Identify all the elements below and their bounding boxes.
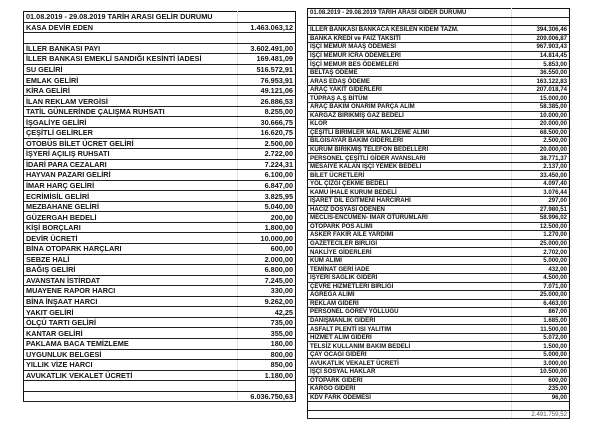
- income-row-value: 2.500,00: [238, 138, 296, 149]
- expense-row-value: 11.500,00: [512, 325, 570, 334]
- expense-total-value: 2.491.759,52: [512, 410, 570, 419]
- expense-row-label: OTOPARK POS ALIMI: [308, 222, 512, 231]
- expense-row-value: 600,00: [512, 376, 570, 385]
- expense-row-value: 38.771,37: [512, 154, 570, 163]
- income-row-value: 516.572,91: [238, 64, 296, 75]
- expense-row: [308, 128, 570, 137]
- expense-row-value: 2.702,00: [512, 248, 570, 257]
- expense-row-value: 6.463,00: [512, 299, 570, 308]
- expense-row-label: ASFALT PLENTİ ISI YALITIM: [308, 325, 512, 334]
- income-row-label: BAĞIŞ GELİRİ: [24, 265, 238, 276]
- expense-row-label: İŞÇİ MEMUR MAAŞ ÖDEMESİ: [308, 43, 512, 52]
- income-total-label-cell: [24, 391, 238, 402]
- income-row: [24, 191, 296, 202]
- expense-row-label: TELSİZ KULLANIM BAKIM BEDELİ: [308, 342, 512, 351]
- expense-row: [308, 248, 570, 257]
- expense-row: [308, 376, 570, 385]
- income-row: [24, 128, 296, 139]
- expense-row-value: 25.000,00: [512, 291, 570, 300]
- income-row-label: İŞGALİYE GELİRİ: [24, 117, 238, 128]
- expense-row-label: ARAS EDAŞ ÖDEME: [308, 77, 512, 86]
- expense-title: 01.08.2019 - 29.08.2019 TARİH ARASI GİDER DURUMU: [308, 9, 512, 18]
- income-row-label: KİŞİ BORÇLARI: [24, 222, 238, 233]
- expense-row: [308, 197, 570, 206]
- expense-row-label: GAZETECİLER BİRLİĞİ: [308, 239, 512, 248]
- income-row: [24, 233, 296, 244]
- expense-row-value: 867,00: [512, 308, 570, 317]
- income-row: [24, 349, 296, 360]
- expense-row-label: NAKLİYE GİDERLERİ: [308, 248, 512, 257]
- income-row: [24, 212, 296, 223]
- expense-row-value: 20.000,00: [512, 120, 570, 129]
- income-row-label: DEVİR ÜCRETİ: [24, 233, 238, 244]
- income-row-label: MEZBAHANE GELİRİ: [24, 201, 238, 212]
- expense-row: [308, 402, 570, 411]
- income-row: [24, 75, 296, 86]
- expense-row-value: 3.076,44: [512, 188, 570, 197]
- expense-table: [307, 8, 570, 419]
- expense-row-value: 209.006,87: [512, 34, 570, 43]
- income-row: [24, 149, 296, 160]
- expense-row-value: 5.853,00: [512, 60, 570, 69]
- income-row: [24, 85, 296, 96]
- income-table-body: [24, 12, 296, 23]
- expense-row-label: ARAÇ YAKIT GİDERLERİ: [308, 85, 512, 94]
- expense-row-label: BELTAŞ ÖDEME: [308, 68, 512, 77]
- expense-row-label: KARGO GİDERİ: [308, 385, 512, 394]
- expense-row: [308, 393, 570, 402]
- expense-row-value: 5.000,00: [512, 350, 570, 359]
- expense-row: [308, 350, 570, 359]
- expense-row: [308, 205, 570, 214]
- expense-row-value: 5.000,00: [512, 256, 570, 265]
- income-row: [24, 54, 296, 65]
- income-row-label: EMLAK GELİRİ: [24, 75, 238, 86]
- expense-row-label: TÜPRAŞ A.Ş BİTÜM: [308, 94, 512, 103]
- income-row: [24, 22, 296, 33]
- expense-row-value: 297,00: [512, 197, 570, 206]
- income-row: [24, 286, 296, 297]
- expense-row-label: BİLET ÜCRETLERİ: [308, 171, 512, 180]
- expense-rows: [308, 17, 570, 410]
- expense-row-value: 36.550,00: [512, 68, 570, 77]
- income-title-value-cell: [238, 12, 296, 23]
- income-row: [24, 106, 296, 117]
- income-rows: [24, 22, 296, 391]
- income-row-label: KİRA GELİRİ: [24, 85, 238, 96]
- income-row-value: 9.262,00: [238, 296, 296, 307]
- expense-row-label: REKLAM GİDERİ: [308, 299, 512, 308]
- income-total-body: [24, 391, 296, 402]
- expense-total-body: [308, 410, 570, 419]
- expense-row: [308, 325, 570, 334]
- expense-row: [308, 145, 570, 154]
- expense-row: [308, 26, 570, 35]
- income-row-value: 200,00: [238, 212, 296, 223]
- expense-row-label: İŞÇİ MEMUR İCRA ÖDEMELERİ: [308, 51, 512, 60]
- income-row-label: KANTAR GELİRİ: [24, 328, 238, 339]
- expense-row: [308, 291, 570, 300]
- income-row-value: 1.463.063,12: [238, 22, 296, 33]
- expense-row-value: 2.137,00: [512, 162, 570, 171]
- expense-row: [308, 111, 570, 120]
- income-row-value: [238, 381, 296, 392]
- expense-row: [308, 162, 570, 171]
- income-row: [24, 138, 296, 149]
- income-row: [24, 307, 296, 318]
- income-row: [24, 64, 296, 75]
- income-row-label: TATİL GÜNLERİNDE ÇALIŞMA RUHSATI: [24, 106, 238, 117]
- income-row-value: 6.800,00: [238, 265, 296, 276]
- income-row: [24, 159, 296, 170]
- expense-row: [308, 282, 570, 291]
- expense-row: [308, 214, 570, 223]
- expense-row: [308, 179, 570, 188]
- income-row-value: 3.602.491,00: [238, 43, 296, 54]
- expense-row-value: 10.000,00: [512, 111, 570, 120]
- expense-row-value: 432,00: [512, 265, 570, 274]
- income-title: 01.08.2019 - 29.08.2019 TARİH ARASI GELİR DURUMU: [24, 12, 238, 23]
- expense-row-label: HİZMET ALIM GİDERİ: [308, 333, 512, 342]
- expense-row-label: MESAİYE KALAN İŞÇİ YEMEK BEDELİ: [308, 162, 512, 171]
- income-row-label: YILLIK VİZE HARCI: [24, 360, 238, 371]
- expense-row-label: AVUKATLIK VEKALET ÜCRETİ: [308, 359, 512, 368]
- income-row-label: İLLER BANKASI EMEKLİ SANDIĞI KESİNTİ İADESİ: [24, 54, 238, 65]
- expense-row: [308, 68, 570, 77]
- expense-row-value: 163.122,83: [512, 77, 570, 86]
- expense-row-value: 5.072,00: [512, 333, 570, 342]
- income-row-label: BİNA OTOPARK HARÇLARI: [24, 244, 238, 255]
- income-row-label: İDARİ PARA CEZALARI: [24, 159, 238, 170]
- income-row-value: 30.666,75: [238, 117, 296, 128]
- income-row-label: MUAYENE RAPOR HARCI: [24, 286, 238, 297]
- income-row-value: 1.180,00: [238, 370, 296, 381]
- expense-row-label: AGREGA ALIMI: [308, 291, 512, 300]
- income-row: [24, 265, 296, 276]
- income-row-value: 800,00: [238, 349, 296, 360]
- expense-row-value: 20.000,00: [512, 145, 570, 154]
- income-row-label: AVANSTAN İSTİRDAT: [24, 275, 238, 286]
- income-total-value: 6.036.750,63: [238, 391, 296, 402]
- income-row-label: GÜZERGAH BEDELİ: [24, 212, 238, 223]
- expense-row-value: 207.018,74: [512, 85, 570, 94]
- expense-row: [308, 342, 570, 351]
- expense-row-value: 12.500,00: [512, 222, 570, 231]
- expense-total-row: [308, 410, 570, 419]
- expense-row-label: KUM ALIMI: [308, 256, 512, 265]
- expense-row-value: 33.450,00: [512, 171, 570, 180]
- expense-row-label: İLLER BANKASI BANKACA KESİLEN KIDEM TAZM.: [308, 26, 512, 35]
- expense-row: [308, 188, 570, 197]
- expense-row-value: 7.071,00: [512, 282, 570, 291]
- income-row: [24, 180, 296, 191]
- expense-row-value: 1.685,00: [512, 316, 570, 325]
- income-row-value: 49.121,06: [238, 85, 296, 96]
- expense-row: [308, 137, 570, 146]
- expense-title-row: [308, 9, 570, 18]
- expense-row-value: 4.500,00: [512, 273, 570, 282]
- income-row-value: 7.245,00: [238, 275, 296, 286]
- expense-row: [308, 359, 570, 368]
- income-row-value: 850,00: [238, 360, 296, 371]
- expense-total-label-cell: [308, 410, 512, 419]
- income-row: [24, 201, 296, 212]
- income-row-label: ECRİMİSİL GELİRİ: [24, 191, 238, 202]
- income-row-label: YAKIT GELİRİ: [24, 307, 238, 318]
- income-row-label: İMAR HARÇ GELİRİ: [24, 180, 238, 191]
- expense-row-label: KARGAZ BİRİKMİŞ GAZ BEDELİ: [308, 111, 512, 120]
- expense-row-label: YOL ÇİZGİ ÇEKME BEDELİ: [308, 179, 512, 188]
- income-row-value: 26.886,53: [238, 96, 296, 107]
- expense-row-label: İŞÇİ SOSYAL HAKLAR: [308, 367, 512, 376]
- income-row-label: PAKLAMA BACA TEMİZLEME: [24, 338, 238, 349]
- expense-title-value-cell: [512, 9, 570, 18]
- expense-row: [308, 385, 570, 394]
- expense-row-value: 58.996,02: [512, 214, 570, 223]
- income-row: [24, 96, 296, 107]
- expense-row-value: 2.500,00: [512, 137, 570, 146]
- income-row: [24, 222, 296, 233]
- expense-row: [308, 316, 570, 325]
- income-row-value: 330,00: [238, 286, 296, 297]
- income-row-label: KASA DEVİR EDEN: [24, 22, 238, 33]
- expense-row: [308, 60, 570, 69]
- expense-row: [308, 239, 570, 248]
- expense-row-label: KAMU İHALE KURUM BEDELİ: [308, 188, 512, 197]
- income-row-value: 3.825,95: [238, 191, 296, 202]
- expense-row-value: 3.000,00: [512, 359, 570, 368]
- expense-row: [308, 231, 570, 240]
- income-row-value: 735,00: [238, 317, 296, 328]
- income-row-label: [24, 33, 238, 44]
- expense-row-label: BİLGİSAYAR BAKIM GİDERLERİ: [308, 137, 512, 146]
- expense-row-label: OTOPARK GİDERİ: [308, 376, 512, 385]
- expense-row-label: KDV FARK ÖDEMESİ: [308, 393, 512, 402]
- income-row: [24, 33, 296, 44]
- income-row-label: SEBZE HALİ: [24, 254, 238, 265]
- income-row: [24, 254, 296, 265]
- income-row: [24, 296, 296, 307]
- expense-row-label: PERSONEL GÖREV YOLLUĞU: [308, 308, 512, 317]
- expense-row-value: 96,00: [512, 393, 570, 402]
- income-row-value: 600,00: [238, 244, 296, 255]
- income-row-value: 169.481,09: [238, 54, 296, 65]
- income-row: [24, 170, 296, 181]
- income-table: [23, 11, 296, 402]
- income-row: [24, 360, 296, 371]
- income-row-value: 355,00: [238, 328, 296, 339]
- income-row-value: 6.847,00: [238, 180, 296, 191]
- expense-row-label: [308, 17, 512, 26]
- expense-row-value: 14.814,45: [512, 51, 570, 60]
- expense-row-value: [512, 402, 570, 411]
- expense-row: [308, 17, 570, 26]
- income-row-value: 1.800,00: [238, 222, 296, 233]
- expense-row-label: ÇEŞİTLİ BİRİMLER MAL MALZEME ALIMI: [308, 128, 512, 137]
- expense-row-label: DANIŞMANLIK GİDERİ: [308, 316, 512, 325]
- expense-row: [308, 265, 570, 274]
- expense-row-label: İŞYERİ SAĞLIK GİDERİ: [308, 273, 512, 282]
- expense-row: [308, 120, 570, 129]
- expense-row: [308, 367, 570, 376]
- income-row-label: İLAN REKLAM VERGİSİ: [24, 96, 238, 107]
- expense-row-value: 10.500,00: [512, 367, 570, 376]
- expense-row-label: ÇEVRE HİZMETLERİ BİRLİĞİ: [308, 282, 512, 291]
- expense-row: [308, 171, 570, 180]
- expense-row-label: PERSONEL ÇEŞİTLİ GİDER AVANSLARI: [308, 154, 512, 163]
- income-row-label: [24, 381, 238, 392]
- income-row-value: 2.722,00: [238, 149, 296, 160]
- income-row-label: HAYVAN PAZARI GELİRİ: [24, 170, 238, 181]
- income-row-label: ÇEŞİTLİ GELİRLER: [24, 128, 238, 139]
- expense-row: [308, 94, 570, 103]
- expense-row-label: İŞÇİ MEMUR BES ÖDEMELERİ: [308, 60, 512, 69]
- income-total-row: [24, 391, 296, 402]
- expense-row-label: ARAÇ BAKIM ONARIM PARÇA ALIM: [308, 103, 512, 112]
- expense-row-value: 15.000,00: [512, 94, 570, 103]
- income-row: [24, 338, 296, 349]
- income-row-value: 42,25: [238, 307, 296, 318]
- income-row-label: AVUKATLIK VEKALET ÜCRETİ: [24, 370, 238, 381]
- expense-row-label: MECLİS-ENCÜMEN- İMAR OTURUMLARI: [308, 214, 512, 223]
- expense-row: [308, 299, 570, 308]
- expense-row-label: [308, 402, 512, 411]
- income-row-value: 2.000,00: [238, 254, 296, 265]
- expense-row-label: BANKA KREDİ ve FAİZ TAKSİTİ: [308, 34, 512, 43]
- expense-row: [308, 273, 570, 282]
- income-row: [24, 370, 296, 381]
- income-row-value: 8.255,00: [238, 106, 296, 117]
- income-row-value: 10.000,00: [238, 233, 296, 244]
- expense-row-value: [512, 17, 570, 26]
- expense-row: [308, 222, 570, 231]
- expense-row: [308, 308, 570, 317]
- expense-row-value: 967.903,43: [512, 43, 570, 52]
- expense-row: [308, 77, 570, 86]
- income-row-label: OTOBÜS BİLET ÜCRET GELİRİ: [24, 138, 238, 149]
- income-row-value: 16.620,75: [238, 128, 296, 139]
- expense-row-value: 68.500,00: [512, 128, 570, 137]
- expense-row-value: 4.097,40: [512, 179, 570, 188]
- expense-row-value: 235,00: [512, 385, 570, 394]
- expense-row-label: ASKER FAKİR AİLE YARDIMI: [308, 231, 512, 240]
- expense-row: [308, 43, 570, 52]
- expense-row: [308, 103, 570, 112]
- expense-row-label: HACİZ DOSYASI ÖDENEN: [308, 205, 512, 214]
- income-row: [24, 275, 296, 286]
- expense-table-body: [308, 9, 570, 18]
- income-row-value: [238, 33, 296, 44]
- expense-row: [308, 333, 570, 342]
- expense-row-label: KURUM BİRİKMİŞ TELEFON BEDELLERİ: [308, 145, 512, 154]
- income-row-value: 76.953,91: [238, 75, 296, 86]
- income-row: [24, 317, 296, 328]
- income-row-label: SU GELİRİ: [24, 64, 238, 75]
- expense-row-value: 25.000,00: [512, 239, 570, 248]
- income-row-value: 6.100,00: [238, 170, 296, 181]
- expense-row-label: İŞARET DİL EĞİTMENİ HARCIRAHI: [308, 197, 512, 206]
- expense-row: [308, 154, 570, 163]
- expense-row: [308, 34, 570, 43]
- expense-row-value: 27.980,51: [512, 205, 570, 214]
- expense-row-value: 394.306,46: [512, 26, 570, 35]
- expense-row: [308, 256, 570, 265]
- income-row: [24, 381, 296, 392]
- expense-row-value: 58.385,00: [512, 103, 570, 112]
- expense-row-value: 1.270,00: [512, 231, 570, 240]
- income-row: [24, 43, 296, 54]
- income-row-value: 5.040,00: [238, 201, 296, 212]
- income-row: [24, 117, 296, 128]
- expense-row: [308, 85, 570, 94]
- income-row-label: UYGUNLUK BELGESİ: [24, 349, 238, 360]
- income-title-row: [24, 12, 296, 23]
- expense-row-label: TEMİNAT GERİ İADE: [308, 265, 512, 274]
- expense-row: [308, 51, 570, 60]
- income-row: [24, 244, 296, 255]
- expense-row-value: 1.500,00: [512, 342, 570, 351]
- income-row-label: İLLER BANKASI PAYI: [24, 43, 238, 54]
- income-row-value: 180,00: [238, 338, 296, 349]
- income-row-label: BİNA İNŞAAT HARCI: [24, 296, 238, 307]
- income-row-label: İŞYERİ AÇILIŞ RUHSATI: [24, 149, 238, 160]
- expense-row-label: ÇAY OCAĞI GİDERİ: [308, 350, 512, 359]
- income-row-label: ÖLÇÜ TARTI GELİRİ: [24, 317, 238, 328]
- income-row-value: 7.224,31: [238, 159, 296, 170]
- income-row: [24, 328, 296, 339]
- expense-row-label: KLOR: [308, 120, 512, 129]
